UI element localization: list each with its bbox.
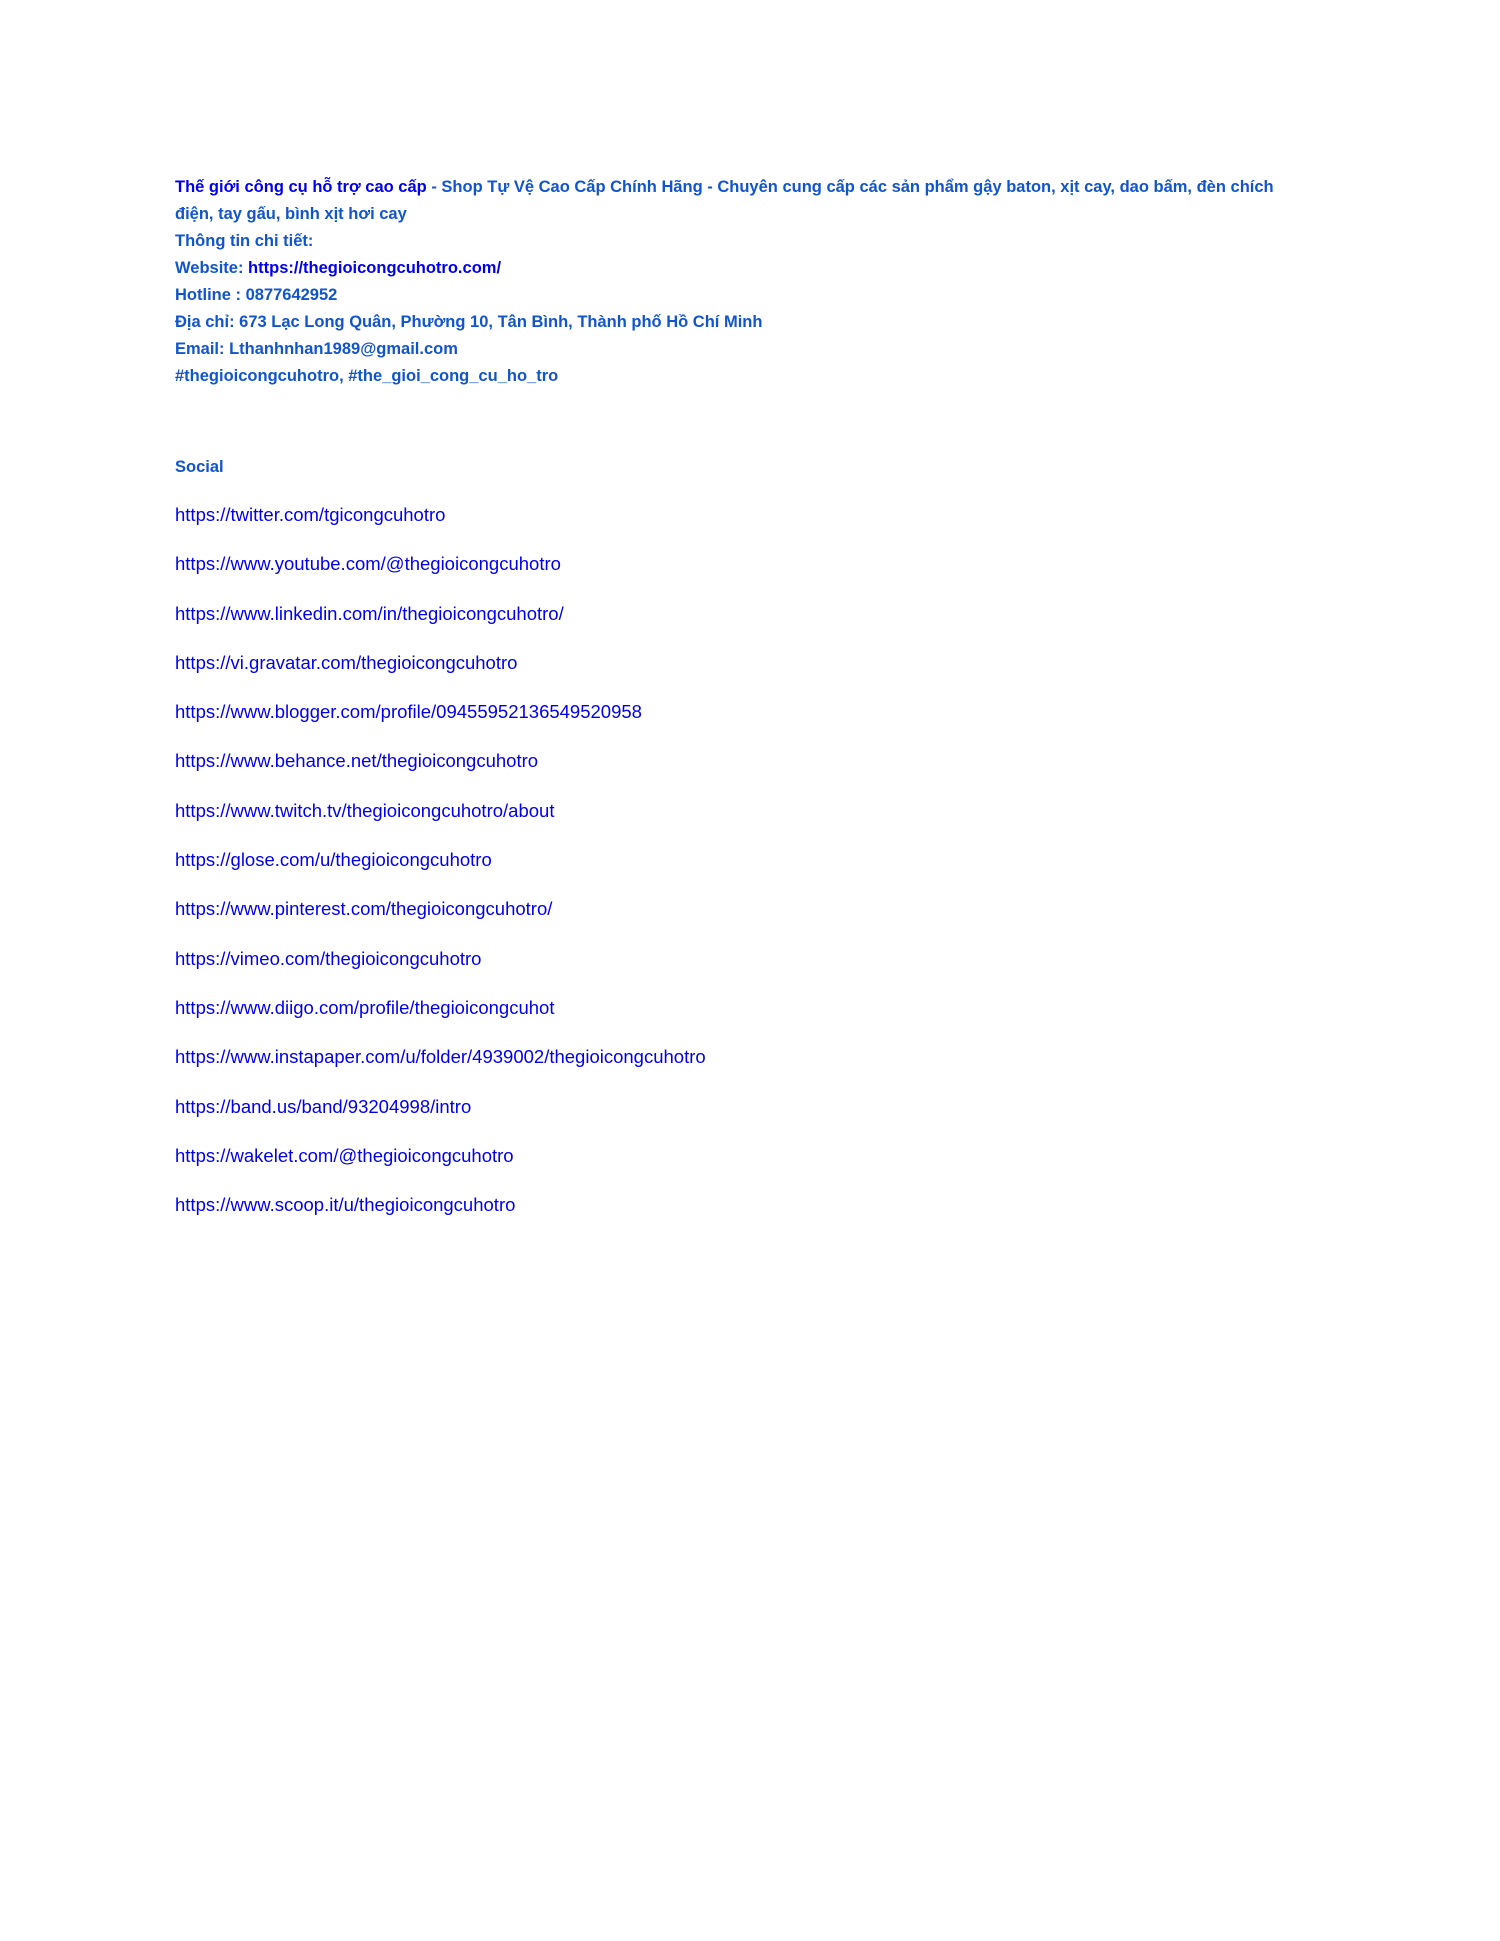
social-link-gravatar[interactable]: https://vi.gravatar.com/thegioicongcuhotro — [175, 651, 518, 673]
social-link-blogger[interactable]: https://www.blogger.com/profile/09455952136549520958 — [175, 701, 642, 723]
hashtags: #thegioicongcuhotro, #the_gioi_cong_cu_ho_tro — [175, 367, 559, 385]
email: Email: Lthanhnhan1989@gmail.com — [175, 340, 458, 358]
social-link-twitch[interactable]: https://www.twitch.tv/thegioicongcuhotro/about — [175, 799, 555, 821]
social-link-vimeo[interactable]: https://vimeo.com/thegioicongcuhotro — [175, 947, 482, 969]
social-heading: Social — [175, 458, 224, 476]
hotline: Hotline : 0877642952 — [175, 286, 338, 304]
brand-link[interactable]: Thế giới công cụ hỗ trợ cao cấp — [175, 178, 427, 196]
website-line — [175, 255, 1285, 282]
social-link-wakelet[interactable]: https://wakelet.com/@thegioicongcuhotro — [175, 1144, 514, 1166]
website-link[interactable]: https://thegioicongcuhotro.com/ — [248, 259, 502, 277]
social-link-band[interactable]: https://band.us/band/93204998/intro — [175, 1095, 472, 1117]
tagline: - Shop Tự Vệ Cao Cấp Chính Hãng - Chuyên cung cấp các sản phẩm gậy baton, xịt cay, dao bấm, đèn chích điện, tay gấu, bình xịt hơi cay — [175, 178, 1274, 223]
social-links — [175, 500, 706, 1239]
social-link-behance[interactable]: https://www.behance.net/thegioicongcuhotro — [175, 750, 539, 772]
social-link-pinterest[interactable]: https://www.pinterest.com/thegioicongcuhotro/ — [175, 898, 553, 920]
social-link-glose[interactable]: https://glose.com/u/thegioicongcuhotro — [175, 849, 492, 871]
social-link-youtube[interactable]: https://www.youtube.com/@thegioicongcuhotro — [175, 553, 561, 575]
website-label: Website: — [175, 259, 249, 277]
intro-paragraph — [175, 174, 1285, 228]
social-link-scoopit[interactable]: https://www.scoop.it/u/thegioicongcuhotro — [175, 1194, 516, 1216]
details-label: Thông tin chi tiết: — [175, 232, 314, 250]
shop-info — [175, 174, 1285, 390]
social-link-twitter[interactable]: https://twitter.com/tgicongcuhotro — [175, 504, 446, 525]
social-link-linkedin[interactable]: https://www.linkedin.com/in/thegioicongcuhotro/ — [175, 602, 564, 624]
social-link-instapaper[interactable]: https://www.instapaper.com/u/folder/4939002/thegioicongcuhotro — [175, 1046, 706, 1068]
social-link-diigo[interactable]: https://www.diigo.com/profile/thegioicongcuhot — [175, 996, 555, 1018]
address: Địa chỉ: 673 Lạc Long Quân, Phường 10, Tân Bình, Thành phố Hồ Chí Minh — [175, 313, 763, 331]
